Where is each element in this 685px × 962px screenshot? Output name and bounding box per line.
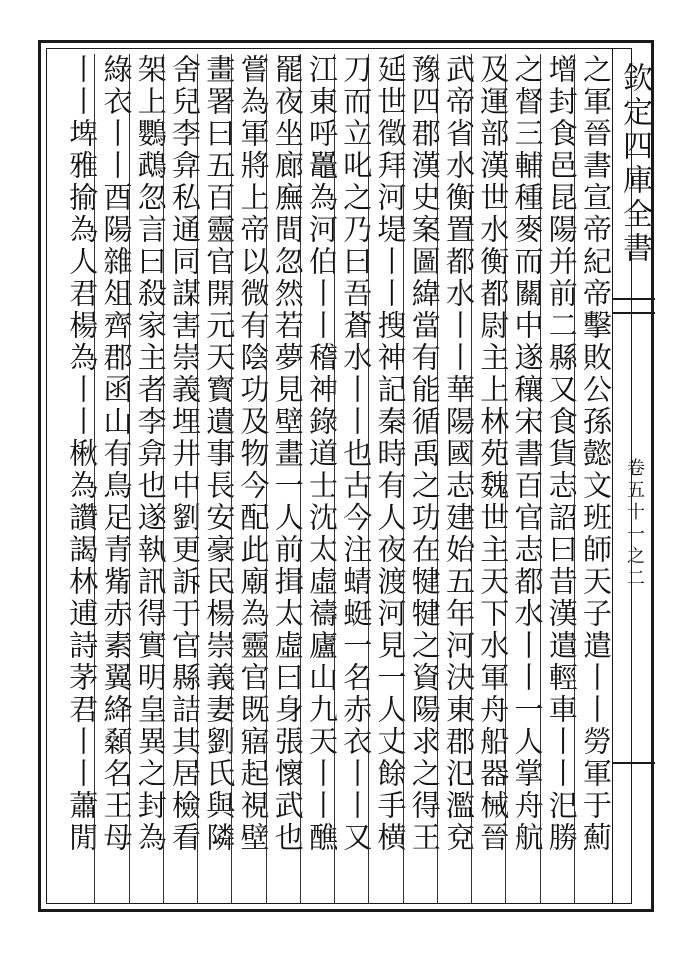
text-column: 武帝省水衡置都水丨丨華陽國志建始五年河決東郡氾濫兗 [442, 54, 476, 854]
text-column: 之督三輔種麥而關中遂穰宋書百官志都水丨丨一人掌舟航 [510, 54, 545, 854]
column-rule [334, 54, 335, 904]
banxin-juan-number: 卷五十一之二 [624, 458, 645, 590]
column-rule [471, 54, 472, 904]
column-rule [231, 54, 232, 904]
column-rule [300, 54, 301, 904]
column-rule [129, 54, 130, 904]
text-column: 嘗為軍將上帝以微有陰功及物今配此廟為靈官既寤起視壁 [236, 54, 271, 854]
text-column: 丨丨埤雅揄為人君楊為丨丨楸為讚謁林逋詩茅君丨丨蕭閒 [65, 54, 100, 854]
column-rule [437, 54, 438, 904]
column-rule [403, 54, 404, 904]
text-column: 舍兒李弇私通同謀害崇義埋井中劉更訴于官縣詰其居檢看 [168, 54, 202, 854]
column-rule [540, 54, 541, 904]
text-column: 延世徵拜河堤丨丨搜神記秦時有人夜渡河見一人丈餘手横 [373, 54, 408, 854]
text-column: 罷夜坐廊廡間忽然若夢見壁畫一人前揖太虛曰身張懷武也 [270, 54, 305, 854]
column-rule [574, 54, 575, 904]
fishtail-mark-bottom [613, 762, 655, 764]
fishtail-mark-top [613, 298, 655, 300]
column-rule [163, 54, 164, 904]
text-column: 江東呼鼉為河伯丨丨稽神錄道士沈太虛禱廬山九天丨丨醮 [305, 54, 339, 854]
column-rule [505, 54, 506, 904]
column-rule [266, 54, 267, 904]
text-column: 架上鸚鵡忽言曰殺家主者李弇也遂執訊得實明皇異之封為 [133, 54, 168, 854]
text-column: 之軍晉書宣帝紀帝擊敗公孫懿文班師天子遣丨丨勞軍于薊 [579, 54, 613, 854]
column-rule [368, 54, 369, 904]
text-column: 畫署曰五百靈官開元天寳遺事長安豪民楊崇義妻劉氏與隣 [202, 54, 237, 854]
column-rule [94, 54, 95, 904]
text-column: 增封食邑昆陽并前二縣又食貨志詔曰昔漢遣輕車丨丨汜勝 [544, 54, 579, 854]
fishtail-mark-top-inner [613, 312, 655, 314]
text-column: 綠衣丨丨酉陽雜俎齊郡函山有鳥足青觜赤素翼絳顙名王母 [99, 54, 134, 854]
banxin-center-strip [612, 48, 654, 904]
text-column: 及運部漢世水衡都尉主上林苑魏世主天下水軍舟船器械晉 [476, 54, 511, 854]
column-rule [197, 54, 198, 904]
text-column: 豫四郡漢史案圖緯當有能循禹之功在犍犍之資陽求之得王 [407, 54, 442, 854]
banxin-title: 欽定四庫全書 [617, 62, 652, 266]
text-column: 刀而立叱之乃曰吾蒼水丨丨也古今注蜻蜓一名赤衣丨丨又 [339, 54, 374, 854]
